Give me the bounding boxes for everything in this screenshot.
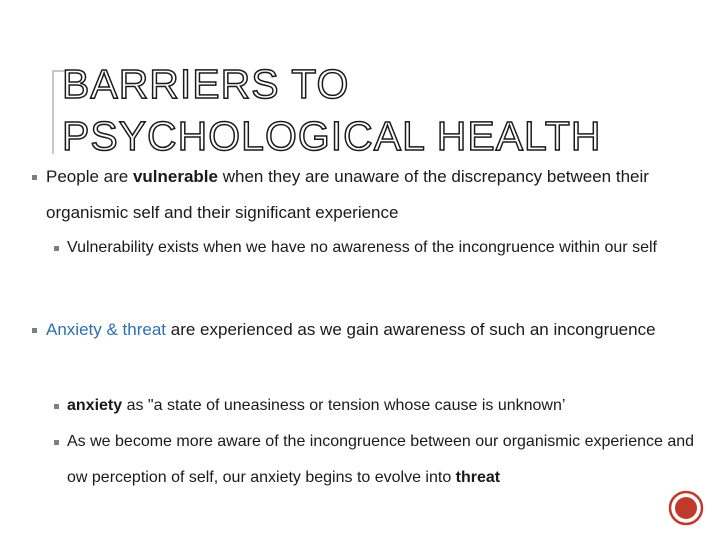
bullet-item-4	[67, 388, 697, 424]
bullet-text: as "a state of uneasiness or tension whose cause is unknown’	[122, 397, 566, 414]
bullet-text: As we become more aware of the incongruence between our organismic experience and ow perception of self, our anxiety begins to evolve into	[67, 433, 695, 486]
bullet-item-5	[67, 424, 697, 496]
bullet-marker	[32, 175, 37, 180]
bullet-text: Vulnerability exists when we have no awareness of the incongruence within our self	[67, 239, 657, 256]
slide-title-line-1: BARRIERS TO	[62, 61, 350, 107]
bullet-marker	[54, 246, 59, 251]
bullet-marker	[54, 440, 59, 445]
bullet-text: when they are unaware of the discrepancy between their organismic self and their significant experience	[46, 167, 649, 222]
slide-title-line-2: PSYCHOLOGICAL HEALTH	[62, 113, 602, 159]
bullet-text: People are	[46, 167, 133, 186]
bullet-item-2	[67, 230, 687, 266]
bullet-keyword-vulnerable: vulnerable	[132, 167, 218, 186]
bullet-marker	[32, 328, 37, 333]
bullet-item-1	[46, 159, 656, 231]
bullet-item-3	[46, 312, 656, 348]
circle-logo-icon	[668, 490, 704, 526]
bullet-highlight-anxiety-threat: Anxiety & threat	[46, 320, 167, 339]
bullet-marker	[54, 404, 59, 409]
slide-title	[62, 58, 702, 162]
bullet-keyword-threat: threat	[455, 469, 501, 486]
bullet-text: are experienced as we gain awareness of such an incongruence	[166, 320, 656, 339]
bullet-keyword-anxiety: anxiety	[67, 397, 123, 414]
